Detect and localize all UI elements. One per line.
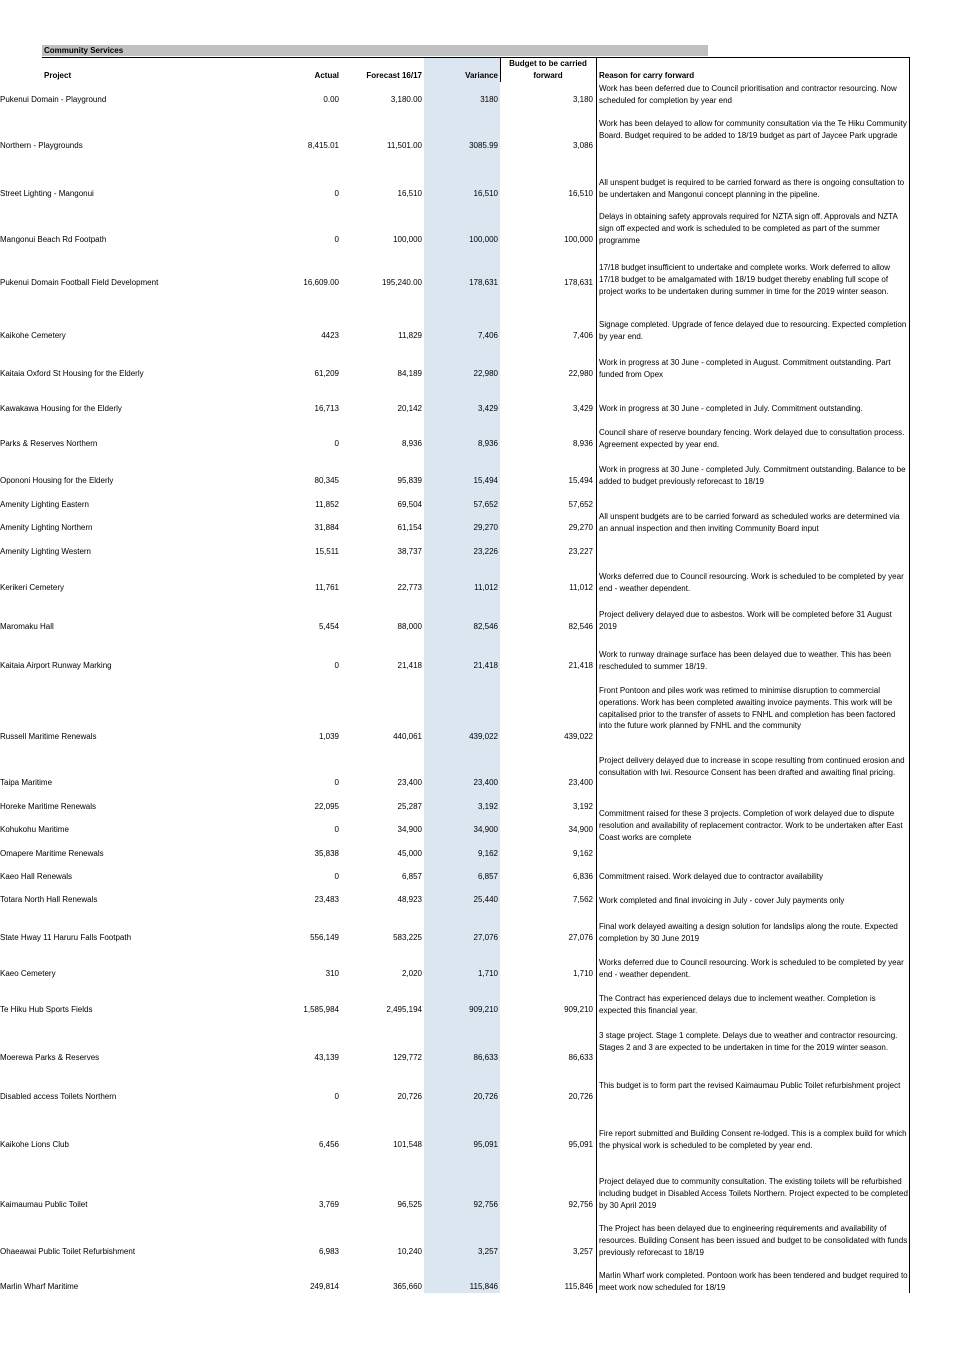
cell-actual: 22,095 [314,802,339,811]
cell-budget: 29,270 [568,523,593,532]
group-reason-maritime: Commitment raised for these 3 projects. Completion of work delayed due to dispute resolution and availability of replacement contractor. Work to be undertaken after East Coast works are complete [599,809,903,842]
cell-reason: Front Pontoon and piles work was retimed to minimise disruption to commercial operations. Work has been completed awaiting invoice payments. This work will be capitalised prior to the transfer of assets to FNHL and completion has been factored into the future work planned by FNHL and the community [599,686,896,731]
cell-project: Kaeo Cemetery [0,969,56,978]
cell-budget: 178,631 [564,278,593,287]
cell-reason: Signage completed. Upgrade of fence delayed due to resourcing. Expected completion by year end. [599,320,907,341]
cell-reason: Council share of reserve boundary fencing. Work delayed due to consultation process. Agreement expected by year end. [599,428,905,449]
cell-project: Northern - Playgrounds [0,141,83,150]
cell-budget: 27,076 [568,933,593,942]
group-reason-amenity-lighting: All unspent budgets are to be carried forward as scheduled works are determined via an annual inspection and then inviting Community Board input [599,512,900,533]
cell-project: Totara North Hall Renewals [0,895,98,904]
cell-project: Kaikohe Lions Club [0,1140,69,1149]
cell-variance: 115,846 [469,1282,498,1291]
cell-actual: 556,149 [310,933,339,942]
cell-forecast: 45,000 [397,849,422,858]
cell-reason: Works deferred due to Council resourcing. Work is scheduled to be completed by year end - weather dependent. [599,572,904,593]
cell-actual: 16,609.00 [303,278,339,287]
cell-budget: 7,406 [572,331,593,340]
cell-forecast: 34,900 [397,825,422,834]
cell-variance: 439,022 [469,732,498,741]
cell-actual: 31,884 [314,523,339,532]
cell-actual: 16,713 [314,404,339,413]
cell-variance: 16,510 [473,189,498,198]
cell-project: Kawakawa Housing for the Elderly [0,404,122,413]
cell-reason: Works deferred due to Council resourcing. Work is scheduled to be completed by year end - weather dependent. [599,958,904,979]
cell-budget: 11,012 [569,583,593,592]
cell-actual: 0 [334,825,339,834]
cell-actual: 1,585,984 [303,1005,339,1014]
cell-forecast: 440,061 [393,732,422,741]
cell-variance: 9,162 [477,849,498,858]
cell-forecast: 583,225 [393,933,422,942]
cell-budget: 22,980 [568,369,593,378]
cell-forecast: 101,548 [393,1140,422,1149]
cell-budget: 16,510 [568,189,593,198]
cell-forecast: 88,000 [397,622,422,631]
cell-forecast: 23,400 [397,778,422,787]
cell-forecast: 22,773 [397,583,422,592]
cell-reason: Fire report submitted and Building Consent re-lodged. This is a complex build for which the physical work is scheduled to be completed by year end. [599,1129,907,1150]
cell-actual: 0 [334,235,339,244]
cell-reason: Final work delayed awaiting a design solution for landslips along the route. Expected completion by 30 June 2019 [599,922,898,943]
cell-project: Parks & Reserves Northern [0,439,98,448]
cell-reason: Project delayed due to community consultation. The existing toilets will be refurbished including budget in Disabled Access Toilets Northern. Project expected to be completed by 30 April 2019 [599,1177,908,1210]
cell-budget: 3,257 [572,1247,593,1256]
header-forecast: Forecast 16/17 [366,71,422,80]
cell-project: State Hway 11 Haruru Falls Footpath [0,933,132,942]
cell-budget: 3,180 [572,95,593,104]
cell-budget: 92,756 [568,1200,593,1209]
header-top-border [42,57,909,58]
cell-variance: 25,440 [473,895,498,904]
cell-project: Omapere Maritime Renewals [0,849,104,858]
cell-variance: 82,546 [473,622,498,631]
cell-budget: 3,086 [572,141,593,150]
cell-forecast: 129,772 [393,1053,422,1062]
cell-project: Maromaku Hall [0,622,54,631]
cell-budget: 21,418 [568,661,593,670]
cell-forecast: 365,660 [393,1282,422,1291]
cell-reason: Work in progress at 30 June - completed in August. Commitment outstanding. Part funded from Opex [599,358,891,379]
cell-actual: 0 [334,439,339,448]
cell-project: Kaitaia Oxford St Housing for the Elderly [0,369,144,378]
cell-variance: 86,633 [473,1053,498,1062]
reason-column-left-border [596,57,597,1293]
cell-reason: Work completed and final invoicing in July - cover July payments only [599,896,845,905]
cell-budget: 7,562 [572,895,593,904]
cell-budget: 34,900 [568,825,593,834]
cell-forecast: 100,000 [393,235,422,244]
cell-project: Kaikohe Cemetery [0,331,66,340]
cell-forecast: 11,829 [398,331,422,340]
cell-forecast: 25,287 [397,802,422,811]
cell-budget: 86,633 [568,1053,593,1062]
cell-actual: 35,838 [314,849,339,858]
cell-variance: 8,936 [477,439,498,448]
cell-reason: Work to runway drainage surface has been delayed due to weather. This has been rescheduled to summer 18/19. [599,650,891,671]
cell-project: Amenity Lighting Northern [0,523,93,532]
section-band [42,45,708,56]
cell-actual: 4423 [321,331,339,340]
cell-actual: 15,511 [315,547,339,556]
cell-budget: 9,162 [572,849,593,858]
cell-project: Disabled access Toilets Northern [0,1092,117,1101]
cell-forecast: 61,154 [397,523,422,532]
cell-budget: 3,192 [572,802,593,811]
cell-actual: 5,454 [318,622,339,631]
cell-project: Amenity Lighting Western [0,547,92,556]
header-variance: Variance [465,71,498,80]
cell-variance: 3,257 [477,1247,498,1256]
cell-forecast: 16,510 [397,189,422,198]
cell-reason: The Project has been delayed due to engineering requirements and availability of resources. Building Consent has been issued and budget to be consolidated with funds previously reforecast to 18/19 [599,1224,908,1257]
cell-forecast: 20,142 [397,404,422,413]
cell-variance: 21,418 [473,661,498,670]
cell-budget: 3,429 [572,404,593,413]
cell-reason: Commitment raised. Work delayed due to contractor availability [599,872,823,881]
cell-project: Te Hiku Hub Sports Fields [0,1005,93,1014]
cell-forecast: 84,189 [397,369,422,378]
cell-variance: 34,900 [473,825,498,834]
cell-project: Kohukohu Maritime [0,825,69,834]
cell-variance: 22,980 [473,369,498,378]
cell-project: Moerewa Parks & Reserves [0,1053,100,1062]
cell-reason: Project delivery delayed due to asbestos. Work will be completed before 31 August 2019 [599,610,892,631]
reason-column-right-border [909,57,910,1293]
cell-actual: 6,983 [318,1247,339,1256]
cell-forecast: 21,418 [397,661,422,670]
cell-budget: 20,726 [568,1092,593,1101]
cell-actual: 23,483 [314,895,339,904]
cell-budget: 909,210 [564,1005,593,1014]
cell-forecast: 38,737 [397,547,422,556]
cell-variance: 23,226 [473,547,498,556]
cell-forecast: 3,180.00 [390,95,422,104]
cell-reason: Project delivery delayed due to increase in scope resulting from continued erosion and consultation with Iwi. Resource Consent has been drafted and awaiting final pricing. [599,756,905,777]
cell-variance: 92,756 [473,1200,498,1209]
cell-budget: 115,846 [564,1282,593,1291]
cell-forecast: 48,923 [397,895,422,904]
header-project: Project [44,71,72,80]
cell-budget: 8,936 [572,439,593,448]
cell-actual: 8,415.01 [307,141,339,150]
cell-variance: 100,000 [469,235,498,244]
cell-actual: 80,345 [314,476,339,485]
cell-reason: Work has been deferred due to Council prioritisation and contractor resourcing. Now scheduled for completion by year end [599,84,897,105]
header-budget-line2: forward [533,71,563,80]
cell-budget: 57,652 [568,500,593,509]
cell-budget: 1,710 [572,969,593,978]
cell-forecast: 69,504 [397,500,422,509]
cell-forecast: 195,240.00 [381,278,422,287]
cell-actual: 6,456 [318,1140,339,1149]
cell-budget: 15,494 [568,476,593,485]
cell-budget: 439,022 [564,732,593,741]
cell-project: Kaeo Hall Renewals [0,872,73,881]
cell-forecast: 95,839 [397,476,422,485]
cell-project: Taipa Maritime [0,778,53,787]
cell-forecast: 20,726 [397,1092,422,1101]
cell-variance: 3085.99 [469,141,498,150]
cell-variance: 3,192 [477,802,498,811]
cell-project: Pukenui Domain - Playground [0,95,107,104]
cell-reason: The Contract has experienced delays due to inclement weather. Completion is expected this financial year. [599,994,876,1015]
cell-reason: This budget is to form part the revised Kaimaumau Public Toilet refurbishment project [599,1081,901,1090]
header-reason: Reason for carry forward [599,71,695,80]
cell-project: Horeke Maritime Renewals [0,802,97,811]
cell-reason: Delays in obtaining safety approvals required for NZTA sign off. Approvals and NZTA sign off expected and work is scheduled to be completed as part of the summer programme [599,212,898,245]
cell-variance: 11,012 [474,583,498,592]
cell-variance: 23,400 [473,778,498,787]
cell-reason: All unspent budget is required to be carried forward as there is ongoing consultation to be undertaken and Mangonui concept planning in the pipeline. [599,178,905,199]
cell-variance: 178,631 [469,278,498,287]
cell-budget: 23,227 [568,547,593,556]
cell-project: Street Lighting - Mangonui [0,189,94,198]
cell-budget: 95,091 [568,1140,593,1149]
cell-budget: 82,546 [568,622,593,631]
cell-reason: Work has been delayed to allow for community consultation via the Te Hiku Community Board. Budget required to be added to 18/19 budget as part of Jaycee Park upgrade [599,119,907,140]
cell-actual: 11,852 [315,500,339,509]
cell-project: Marlin Wharf Maritime [0,1282,79,1291]
cell-actual: 0 [334,872,339,881]
cell-actual: 0 [334,1092,339,1101]
cell-variance: 3,429 [477,404,498,413]
cell-forecast: 8,936 [401,439,422,448]
cell-variance: 95,091 [473,1140,498,1149]
cell-actual: 0 [334,661,339,670]
cell-variance: 15,494 [473,476,498,485]
cell-project: Mangonui Beach Rd Footpath [0,235,107,244]
cell-variance: 57,652 [473,500,498,509]
cell-variance: 909,210 [469,1005,498,1014]
cell-reason: Work in progress at 30 June - completed in July. Commitment outstanding. [599,404,863,413]
cell-variance: 3180 [480,95,498,104]
cell-actual: 249,814 [310,1282,339,1291]
cell-actual: 11,761 [315,583,339,592]
cell-project: Amenity Lighting Eastern [0,500,89,509]
cell-actual: 61,209 [314,369,339,378]
cell-project: Kerikeri Cemetery [0,583,65,592]
cell-variance: 7,406 [477,331,498,340]
cell-project: Kaitaia Airport Runway Marking [0,661,112,670]
cell-actual: 1,039 [318,732,339,741]
cell-forecast: 10,240 [397,1247,422,1256]
cell-project: Kaimaumau Public Toilet [0,1200,88,1209]
cell-project: Opononi Housing for the Elderly [0,476,114,485]
cell-reason: Work in progress at 30 June - completed July. Commitment outstanding. Balance to be added to budget previously reforecast to 18/19 [599,465,906,486]
cell-forecast: 2,020 [401,969,422,978]
cell-actual: 310 [325,969,339,978]
cell-forecast: 11,501.00 [387,141,422,150]
cell-project: Russell Maritime Renewals [0,732,97,741]
section-title: Community Services [44,46,124,55]
cell-reason: 17/18 budget insufficient to undertake and complete works. Work deferred to allow 17/18 budget to be amalgamated with 18/19 budget thereby enabling full scope of project works to be undertaken during summer in time for the 2019 winter season. [599,263,890,296]
cell-variance: 1,710 [477,969,498,978]
cell-budget: 6,836 [572,872,593,881]
cell-reason: Marlin Wharf work completed. Pontoon work has been tendered and budget required to meet work now scheduled for 18/19 [599,1271,908,1292]
cell-actual: 0 [334,778,339,787]
cell-project: Ohaeawai Public Toilet Refurbishment [0,1247,136,1256]
cell-actual: 3,769 [318,1200,339,1209]
cell-variance: 6,857 [477,872,498,881]
cell-forecast: 6,857 [401,872,422,881]
header-actual: Actual [314,71,339,80]
cell-reason: 3 stage project. Stage 1 complete. Delays due to weather and contractor resourcing. Stages 2 and 3 are expected to be undertaken in time for the 2019 winter season. [599,1031,898,1052]
cell-forecast: 96,525 [397,1200,422,1209]
cell-budget: 23,400 [568,778,593,787]
cell-variance: 20,726 [473,1092,498,1101]
cell-actual: 0.00 [323,95,339,104]
cell-actual: 43,139 [314,1053,339,1062]
cell-forecast: 2,495,194 [386,1005,422,1014]
cell-budget: 100,000 [564,235,593,244]
cell-variance: 27,076 [473,933,498,942]
cell-project: Pukenui Domain Football Field Development [0,278,159,287]
header-budget-line1: Budget to be carried [509,59,587,68]
cell-actual: 0 [334,189,339,198]
cell-variance: 29,270 [473,523,498,532]
